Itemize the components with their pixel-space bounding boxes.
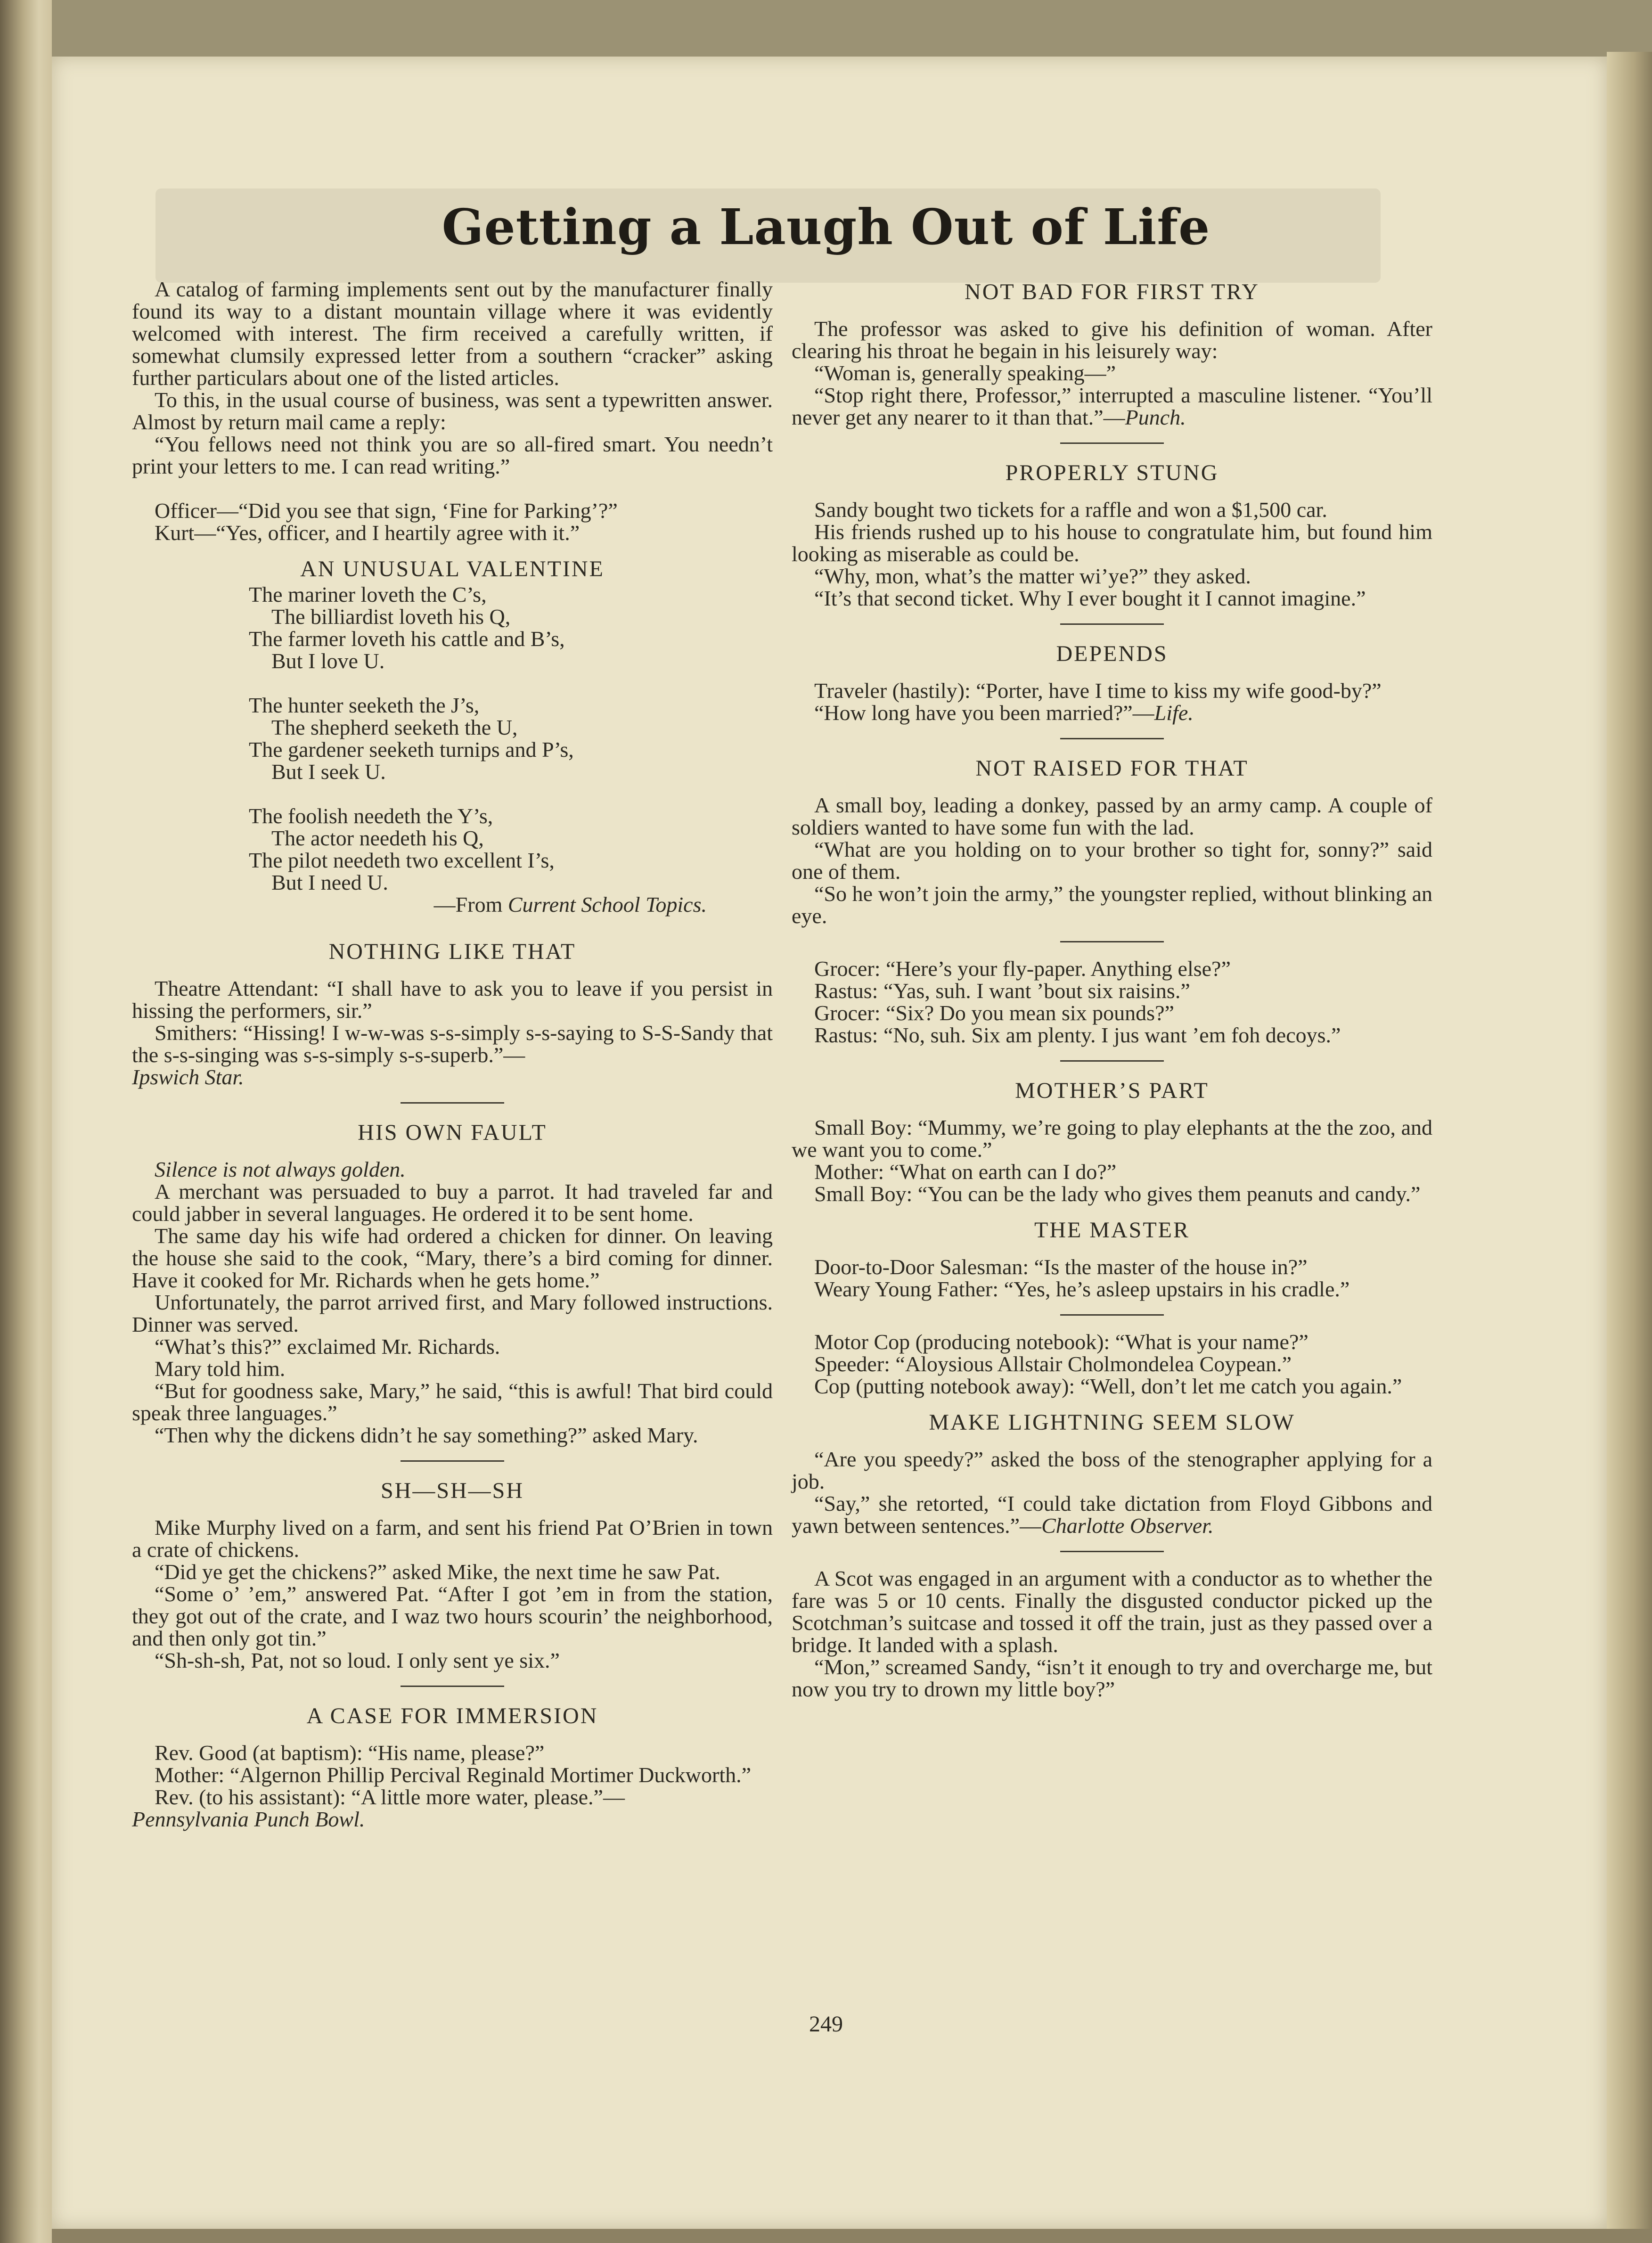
- right-column: [792, 278, 1432, 1700]
- story-paragraph: Mary told him.: [155, 1357, 286, 1381]
- story-paragraph: Small Boy: “You can be the lady who gives them peanuts and candy.”: [814, 1182, 1421, 1206]
- poem-line: The mariner loveth the C’s,: [249, 582, 487, 606]
- story-paragraph: “What are you holding on to your brother so tight for, sonny?” said one of them.: [792, 837, 1432, 884]
- story-paragraph: “But for goodness sake, Mary,” he said, “this is awful! That bird could speak three languages.”: [132, 1379, 773, 1425]
- dialogue-line: Rastus: “No, suh. Six am plenty. I jus want ’em foh decoys.”: [814, 1023, 1341, 1047]
- poem-line: But I seek U.: [271, 760, 386, 784]
- story-paragraph: A Scot was engaged in an argument with a conductor as to whether the fare was 5 or 10 cents. Finally the disgusted conductor picked up the Scotchman’s suitcase and tossed it off the train, just as they passed over a bridge. It landed with a splash.: [792, 1566, 1432, 1657]
- story-paragraph: “Are you speedy?” asked the boss of the stenographer applying for a job.: [792, 1447, 1432, 1493]
- dialogue-line: Speeder: “Aloysious Allstair Cholmondelea Coypean.”: [814, 1352, 1292, 1376]
- poem-line: The shepherd seeketh the U,: [271, 715, 518, 739]
- section-divider: [1060, 1551, 1164, 1552]
- story-paragraph: His friends rushed up to his house to congratulate him, but found him looking as miserable as could be.: [792, 520, 1432, 566]
- first-try-heading: NOT BAD FOR FIRST TRY: [965, 279, 1259, 304]
- story-paragraph: A small boy, leading a donkey, passed by an army camp. A couple of soldiers wanted to have some fun with the lad.: [792, 793, 1432, 839]
- story-paragraph: “Say,” she retorted, “I could take dictation from Floyd Gibbons and yawn between sentences.”—Charlotte Observer.: [792, 1491, 1432, 1538]
- story-paragraph: Door-to-Door Salesman: “Is the master of the house in?”: [814, 1255, 1308, 1279]
- story-paragraph: “Woman is, generally speaking—”: [814, 361, 1116, 385]
- own-fault-heading: HIS OWN FAULT: [358, 1120, 547, 1145]
- poem-line: But I need U.: [271, 870, 388, 894]
- story-paragraph: Traveler (hastily): “Porter, have I time to kiss my wife good-by?”: [814, 679, 1382, 703]
- dialogue-line: Rastus: “Yas, suh. I want ’bout six raisins.”: [814, 979, 1190, 1003]
- immersion-heading: A CASE FOR IMMERSION: [306, 1703, 598, 1728]
- dialogue-line: Grocer: “Six? Do you mean six pounds?”: [814, 1001, 1174, 1025]
- book-spine-shadow: [0, 0, 52, 2243]
- intro-paragraph: “You fellows need not think you are so all-fired smart. You needn’t print your letters to me. I can read writing.”: [132, 432, 773, 478]
- section-divider: [401, 1102, 504, 1104]
- poem-line: The pilot needeth two excellent I’s,: [249, 848, 555, 872]
- story-paragraph: Mother: “What on earth can I do?”: [814, 1160, 1117, 1184]
- page-edge-bottom: [52, 2229, 1652, 2243]
- intro-paragraph: A catalog of farming implements sent out by the manufacturer finally found its way to a distant mountain village where it was evidently welcomed with interest. The firm received a carefully written, if somewhat clumsily expressed letter from a southern “cracker” asking further particulars about one of the listed articles.: [132, 277, 773, 390]
- section-divider: [1060, 1060, 1164, 1062]
- story-paragraph: “What’s this?” exclaimed Mr. Richards.: [155, 1334, 500, 1359]
- valentine-heading: AN UNUSUAL VALENTINE: [300, 557, 605, 581]
- story-paragraph: Sandy bought two tickets for a raffle and won a $1,500 car.: [814, 498, 1327, 522]
- officer-line: Kurt—“Yes, officer, and I heartily agree with it.”: [155, 521, 580, 545]
- section-divider: [1060, 623, 1164, 625]
- story-paragraph: Rev. Good (at baptism): “His name, please?”: [155, 1741, 545, 1765]
- poem-source: —From Current School Topics.: [433, 892, 707, 917]
- lightning-heading: MAKE LIGHTNING SEEM SLOW: [929, 1410, 1295, 1435]
- story-paragraph: Rev. (to his assistant): “A little more water, please.”—: [155, 1785, 625, 1809]
- nothing-like-heading: NOTHING LIKE THAT: [328, 939, 576, 964]
- story-source: Life.: [1154, 701, 1194, 725]
- story-source: Charlotte Observer.: [1041, 1514, 1214, 1538]
- page-number: 249: [809, 2012, 843, 2037]
- poem-line: The hunter seeketh the J’s,: [249, 693, 480, 717]
- story-paragraph: “So he won’t join the army,” the youngster replied, without blinking an eye.: [792, 882, 1432, 928]
- own-fault-subhead: Silence is not always golden.: [155, 1157, 406, 1181]
- left-column: [132, 278, 773, 1830]
- story-paragraph: “Stop right there, Professor,” interrupted a masculine listener. “You’ll never get any nearer to it than that.”—Punch.: [792, 383, 1432, 429]
- section-divider: [1060, 941, 1164, 942]
- stung-heading: PROPERLY STUNG: [1005, 460, 1219, 485]
- mothers-part-heading: MOTHER’S PART: [1015, 1078, 1209, 1103]
- story-source: Ipswich Star.: [132, 1065, 244, 1089]
- page-title: Getting a Laugh Out of Life: [442, 198, 1210, 256]
- poem-line: The farmer loveth his cattle and B’s,: [249, 627, 565, 651]
- valentine-poem: [132, 583, 773, 893]
- story-paragraph: “Sh-sh-sh, Pat, not so loud. I only sent ye six.”: [155, 1648, 560, 1672]
- intro-paragraph: To this, in the usual course of business, was sent a typewritten answer. Almost by return mail came a reply:: [132, 388, 773, 434]
- section-divider: [401, 1460, 504, 1462]
- story-paragraph: “Some o’ ’em,” answered Pat. “After I got ’em in from the station, they got out of the crate, and I waz two hours scourin’ the neighborhood, and then only got tin.”: [132, 1582, 773, 1650]
- story-paragraph: Unfortunately, the parrot arrived first, and Mary followed instructions. Dinner was served.: [132, 1290, 773, 1336]
- story-paragraph: Mike Murphy lived on a farm, and sent his friend Pat O’Brien in town a crate of chickens.: [132, 1515, 773, 1562]
- story-paragraph: “Then why the dickens didn’t he say something?” asked Mary.: [155, 1423, 698, 1447]
- section-divider: [1060, 1314, 1164, 1316]
- dialogue-line: Grocer: “Here’s your fly-paper. Anything else?”: [814, 957, 1231, 981]
- story-paragraph: “Why, mon, what’s the matter wi’ye?” they asked.: [814, 564, 1251, 588]
- poem-line: But I love U.: [271, 649, 385, 673]
- story-paragraph: Theatre Attendant: “I shall have to ask you to leave if you persist in hissing the performers, sir.”: [132, 976, 773, 1023]
- not-raised-heading: NOT RAISED FOR THAT: [975, 756, 1249, 781]
- story-paragraph: Small Boy: “Mummy, we’re going to play elephants at the the zoo, and we want you to come.”: [792, 1115, 1432, 1162]
- story-paragraph: “Mon,” screamed Sandy, “isn’t it enough to try and overcharge me, but now you try to drown my little boy?”: [792, 1655, 1432, 1701]
- section-divider: [1060, 442, 1164, 444]
- dialogue-line: Cop (putting notebook away): “Well, don’t let me catch you again.”: [814, 1374, 1402, 1398]
- story-paragraph: Smithers: “Hissing! I w-w-was s-s-simply s-s-saying to S-S-Sandy that the s-s-singing was s-s-simply s-s-superb.”—: [132, 1021, 773, 1067]
- poem-line: The actor needeth his Q,: [271, 826, 484, 850]
- story-paragraph: Mother: “Algernon Phillip Percival Reginald Mortimer Duckworth.”: [155, 1763, 752, 1787]
- story-paragraph: Weary Young Father: “Yes, he’s asleep upstairs in his cradle.”: [814, 1277, 1350, 1301]
- story-paragraph: “Did ye get the chickens?” asked Mike, the next time he saw Pat.: [155, 1560, 720, 1584]
- poem-line: The foolish needeth the Y’s,: [249, 804, 493, 828]
- story-paragraph: The professor was asked to give his definition of woman. After clearing his throat he begain in his leisurely way:: [792, 317, 1432, 363]
- master-heading: THE MASTER: [1034, 1218, 1190, 1243]
- story-paragraph: The same day his wife had ordered a chicken for dinner. On leaving the house she said to the cook, “Mary, there’s a bird coming for dinner. Have it cooked for Mr. Richards when he gets home.”: [132, 1224, 773, 1292]
- section-divider: [401, 1686, 504, 1687]
- shsh-heading: SH—SH—SH: [380, 1478, 524, 1503]
- poem-line: The billiardist loveth his Q,: [271, 605, 511, 629]
- officer-line: Officer—“Did you see that sign, ‘Fine for Parking’?”: [155, 499, 618, 523]
- story-paragraph: “It’s that second ticket. Why I ever bought it I cannot imagine.”: [814, 586, 1366, 610]
- poem-line: The gardener seeketh turnips and P’s,: [249, 737, 574, 761]
- story-source: Punch.: [1125, 405, 1186, 429]
- story-source: Pennsylvania Punch Bowl.: [132, 1807, 365, 1831]
- section-divider: [1060, 738, 1164, 739]
- story-paragraph: A merchant was persuaded to buy a parrot. It had traveled far and could jabber in several languages. He ordered it to be sent home.: [132, 1179, 773, 1226]
- page-edge-right: [1607, 52, 1652, 2238]
- dialogue-line: Motor Cop (producing notebook): “What is your name?”: [814, 1330, 1309, 1354]
- depends-heading: DEPENDS: [1056, 641, 1168, 666]
- story-paragraph: “How long have you been married?”—Life.: [814, 701, 1194, 725]
